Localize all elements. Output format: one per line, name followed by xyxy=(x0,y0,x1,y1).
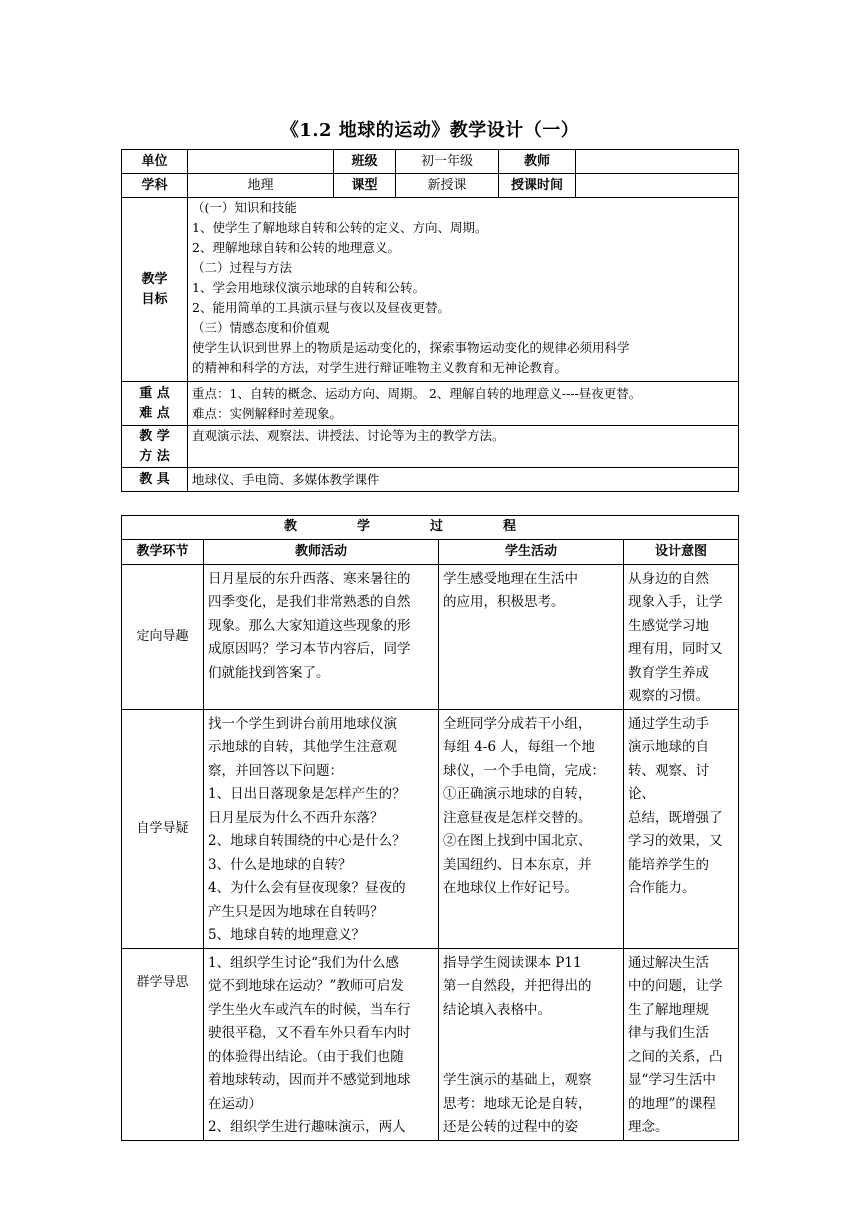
lesson-info-table xyxy=(121,149,739,492)
student-activity: 学生感受地理在生活中 的应用，积极思考。 xyxy=(439,564,624,709)
teacher-value xyxy=(576,150,739,174)
time-label: 授课时间 xyxy=(499,174,576,198)
objective-line: 1、使学生了解地球自转和公转的定义、方向、周期。 xyxy=(192,220,488,235)
type-value: 新授课 xyxy=(396,174,499,198)
tools-label: 教 具 xyxy=(122,468,188,492)
design-intent: 通过学生动手 演示地球的自 转、观察、讨论、 总结，既增强了 学习的效果，又 能培养学生的 合作能力。 xyxy=(624,709,739,948)
table-row xyxy=(122,564,739,709)
tools-content: 地球仪、手电筒、多媒体教学课件 xyxy=(188,468,739,492)
subject-label: 学科 xyxy=(122,174,188,198)
table-row xyxy=(122,948,739,1140)
column-header: 教学环节 xyxy=(122,539,204,564)
teacher-activity: 日月星辰的东升西落、寒来暑往的 四季变化，是我们非常熟悉的自然 现象。那么大家知道这些现象的形 成原因吗？学习本节内容后，同学 们就能找到答案了。 xyxy=(204,564,439,709)
design-intent: 通过解决生活 中的问题，让学 生了解地理规 律与我们生活 之间的关系，凸 显“学习生活中 的地理”的课程 理念。 xyxy=(624,948,739,1140)
column-header: 教师活动 xyxy=(204,539,439,564)
process-heading: 教学过程 xyxy=(122,515,739,539)
design-intent: 从身边的自然 现象入手，让学 生感觉学习地 理有用，同时又 教育学生养成 观察的习惯。 xyxy=(624,564,739,709)
objectives-content xyxy=(188,198,739,382)
student-activity: 全班同学分成若干小组， 每组 4-6 人，每组一个地 球仪，一个手电筒，完成： ①正确演示地球的自转， 注意昼夜是怎样交替的。 ②在图上找到中国北京、 美国纽约、日本东京，并 在地球仪上作好记号。 xyxy=(439,709,624,948)
table-row xyxy=(122,709,739,948)
key-points-label: 重 点 难 点 xyxy=(122,382,188,426)
type-label: 课型 xyxy=(334,174,396,198)
objective-line: （三）情感态度和价值观 xyxy=(192,320,330,335)
class-label: 班级 xyxy=(334,150,396,174)
teacher-activity: 1、组织学生讨论“我们为什么感 觉不到地球在运动？”教师可启发 学生坐火车或汽车的时候，当车行 驶很平稳，又不看车外只看车内时 的体验得出结论。（由于我们也随 着地球转动，因而并不感觉到地球 在运动） 2、组织学生进行趣味演示，两人 xyxy=(204,948,439,1140)
method-label: 教 学 方 法 xyxy=(122,426,188,468)
class-value: 初一年级 xyxy=(396,150,499,174)
column-header: 设计意图 xyxy=(624,539,739,564)
objective-line: 2、理解地球自转和公转的地理意义。 xyxy=(192,240,400,255)
stage-cell: 群学导思 xyxy=(122,948,204,1140)
document-title: 《1.2 地球的运动》教学设计（一） xyxy=(280,120,580,141)
teaching-process-table xyxy=(121,515,739,1141)
student-activity: 指导学生阅读课本 P11 第一自然段，并把得出的 结论填入表格中。 学生演示的基础上，观察 思考：地球无论是自转， 还是公转的过程中的姿 xyxy=(439,948,624,1140)
objective-line: 使学生认识到世界上的物质是运动变化的，探索事物运动变化的规律必须用科学 xyxy=(192,340,630,355)
objective-line: 1、学会用地球仪演示地球的自转和公转。 xyxy=(192,280,425,295)
objectives-label: 教学 目标 xyxy=(122,198,188,382)
teacher-activity: 找一个学生到讲台前用地球仪演 示地球的自转，其他学生注意观 察，并回答以下问题： 1、日出日落现象是怎样产生的？ 日月星辰为什么不西升东落？ 2、地球自转围绕的中心是什么？ 3、什么是地球的自转？ 4、为什么会有昼夜现象？昼夜的 产生只是因为地球在自转吗？ 5、地球自转的地理意义？ xyxy=(204,709,439,948)
unit-label: 单位 xyxy=(122,150,188,174)
teacher-label: 教师 xyxy=(499,150,576,174)
column-header: 学生活动 xyxy=(439,539,624,564)
stage-cell: 自学导疑 xyxy=(122,709,204,948)
key-points-content: 重点：1、自转的概念、运动方向、周期。 2、理解自转的地理意义----昼夜更替。 难点：实例解释时差现象。 xyxy=(188,382,739,426)
stage-cell: 定向导趣 xyxy=(122,564,204,709)
method-content: 直观演示法、观察法、讲授法、讨论等为主的教学方法。 xyxy=(188,426,739,468)
objective-line: （(一）知识和技能 xyxy=(192,200,297,215)
time-value xyxy=(576,174,739,198)
objective-line: （二）过程与方法 xyxy=(192,260,293,275)
subject-value: 地理 xyxy=(188,174,334,198)
objective-line: 2、能用简单的工具演示昼与夜以及昼夜更替。 xyxy=(192,300,450,315)
unit-value xyxy=(188,150,334,174)
objective-line: 的精神和科学的方法，对学生进行辩证唯物主义教育和无神论教育。 xyxy=(192,360,568,375)
